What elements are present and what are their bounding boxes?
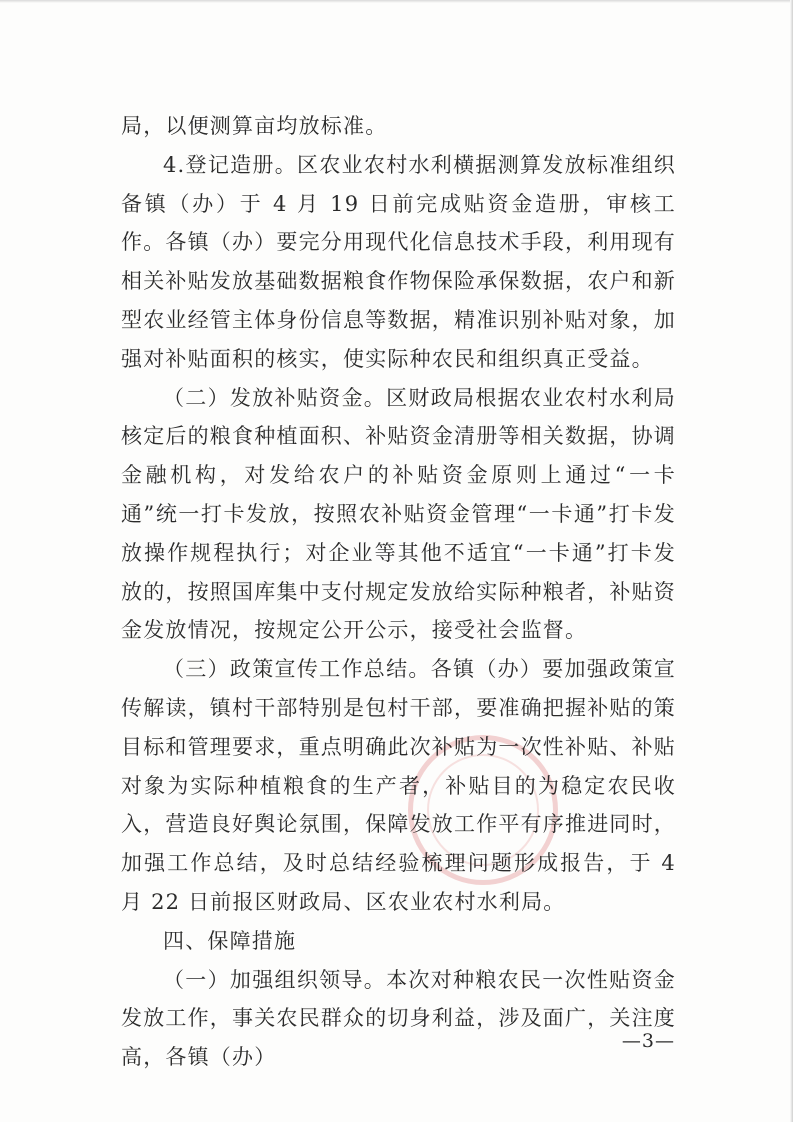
paragraph-organization-leadership: （一）加强组织领导。本次对种粮农民一次性贴资金发放工作，事关农民群众的切身利益，涉及面广，关注度高，各镇（办） xyxy=(121,967,676,1070)
paragraph-policy-publicity: （三）政策宣传工作总结。各镇（办）要加强政策宣传解读，镇村干部特别是包村干部，要准确把握补贴的策目标和管理要求，重点明确此次补贴为一次性补贴、补贴对象为实际种植粮食的生产者，补贴目的为稳定农民收入，营造良好舆论氛围，保障发放工作平有序推进同时，加强工作总结，及时总结经验梳理问题形成报告，于 4 月 22 日前报区财政局、区农业农村水利局。 xyxy=(121,657,676,914)
page-number: —3— xyxy=(621,1030,675,1052)
paragraph-continuation: 局，以便测算亩均放标准。 xyxy=(121,114,388,138)
document-body xyxy=(121,107,676,1077)
scan-edge-top xyxy=(0,0,793,3)
section-heading-safeguards: 四、保障措施 xyxy=(163,928,297,953)
paragraph-registration: 4.登记造册。区农业农村水利横据测算发放标准组织备镇（办）于 4 月 19 日前完成贴资金造册，审核工作。各镇（办）要完分用现代化信息技术手段，利用现有相关补贴发放基础数据粮食作物保险承保数据，农户和新型农业经管主体身份信息等数据，精准识别补贴对象，加强对补贴面积的核实，使实际种农民和组织真正受益。 xyxy=(121,152,676,371)
paragraph-distribute-subsidy: （二）发放补贴资金。区财政局根据农业农村水利局核定后的粮食种植面积、补贴资金清册等相关数据，协调金融机构，对发给农户的补贴资金原则上通过“一卡通”统一打卡发放，按照农补贴资金管理“一卡通”打卡发放操作规程执行；对企业等其他不适宜“一卡通”打卡发放的，按照国库集中支付规定发放给实际种粮者，补贴资金发放情况，按规定公开公示，接受社会监督。 xyxy=(121,385,676,643)
